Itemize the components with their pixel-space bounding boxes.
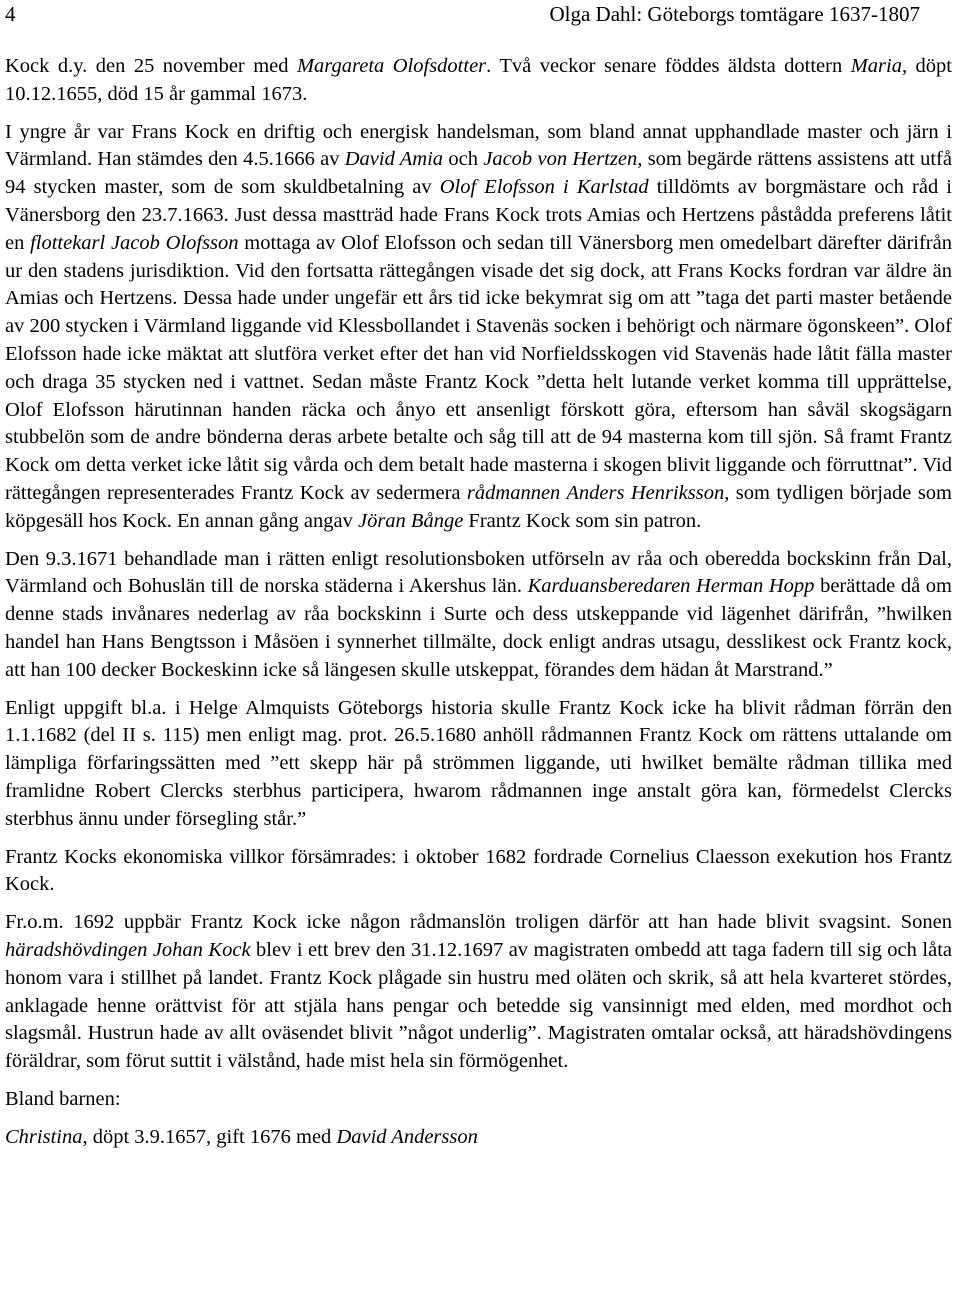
text-run: , döpt 10.12.1655, död 15 år gammal 1673. (5, 55, 953, 105)
italic-name-text: Christina (5, 1125, 83, 1148)
paragraph (5, 1124, 952, 1152)
text-run: , som begärde rättens assistens att utfå 94 stycken master, som de som skuldbetalning av (5, 148, 952, 199)
text-run: mottaga av Olof Elofsson och sedan till Vänersborg men omedelbart därefter därifrån ur den stadens jurisdiktion. Vid den fortsatta rättegången visade det sig dock, att Frans Kocks fordran var äldre än Amias och Hertzens. Dessa hade under ungefär ett års tid icke bekymrat sig om att ”taga det parti master betående av 200 stycken i Värmland liggande vid Klessbollandet i Stavenäs socken i behörigt och närmare ögonskeen”. Olof Elofsson hade icke mäktat att slutföra verket efter det han vid Norfieldsskogen vid Stavenäs hade låtit fälla master och draga 35 stycken ned i vattnet. Sedan måste Frantz Kock ”detta helt lutande verket komma till upprättelse, Olof Elofsson härutinnan handen räcka och ånyo ett ansenligt förskott göra, eftersom han såväl skogsägarn stubbelön som de andre bönderna deras arbete betalte och såg till att de 94 masterna kom till sjön. Så framt Frantz Kock om detta verket icke låtit sig vårda och dem betalt hade masterna i skogen blivit liggande och förruttnat”. Vid rättegången representerades Frantz Kock av sedermera (5, 231, 952, 504)
italic-name-text: rådmannen Anders Henriksson (466, 481, 725, 504)
paragraph (5, 119, 952, 536)
text-run: Bland barnen: (5, 1087, 121, 1110)
paragraph (5, 53, 952, 109)
italic-name-text: häradshövdingen Johan Kock (5, 938, 251, 961)
paragraph (5, 909, 952, 1076)
paragraph (5, 844, 952, 900)
italic-name-text: David Amia (344, 148, 444, 171)
page-number: 4 (5, 2, 16, 26)
text-run: . Två veckor senare föddes äldsta dottern (486, 55, 851, 77)
running-title: Olga Dahl: Göteborgs tomtägare 1637-1807 (549, 2, 920, 26)
body-text (5, 53, 952, 1151)
page-header (5, 0, 952, 28)
text-run: Enligt uppgift bl.a. i Helge Almquists Göteborgs historia skulle Frantz Kock icke ha blivit rådman förrän den 1.1.1682 (del II s. 115) men enligt mag. prot. 26.5.1680 anhöll rådmannen Frantz Kock om rättens uttalande om lämpliga förfaringssätten med ”ett skepp här på strömmen liggande, uti hwilket bemälte rådman tillika med framlidne Robert Clercks sterbhus participera, hwarom rådmannen inge anstalt göra kan, förmedelst Clercks sterbhus ännu under försegling står.” (5, 696, 952, 830)
text-run: , som tydligen började som köpgesäll hos Kock. En annan gång angav (5, 481, 952, 532)
italic-name-text: Jöran Bånge (357, 509, 464, 532)
text-run: Frantz Kock som sin patron. (463, 509, 702, 532)
italic-name-text: Jacob von Hertzen (483, 148, 638, 171)
italic-name-text: Maria (850, 55, 902, 77)
text-run: Den 9.3.1671 behandlade man i rätten enligt resolutionsboken utförseln av råa och oberedda bockskinn från Dal, Värmland och Bohuslän till de norska städerna i Akershus län. (5, 547, 952, 598)
text-run: berättade då om denne stads invånares nederlag av råa bockskinn i Surte och dess utskeppande vid lägenhet därifrån, ”hwilken handel han Hans Bengtsson i Måsöen i synnerhet tillmälte, dock enligt andras utsagu, desslikest ock Frantz kock, att han 100 decker Bockeskinn icke så längesen skulle utskeppat, förandes dem hädan åt Marstrand.” (5, 575, 952, 681)
italic-name-text: David Andersson (336, 1125, 478, 1148)
text-run: och (443, 148, 484, 171)
text-run: blev i ett brev den 31.12.1697 av magistraten ombedd att taga fadern till sig och låta honom vara i stillhet på landet. Frantz Kock plågade sin hustru med oläten och skrik, så att hela kvarteret stördes, anklagade henne orättvist för att stjäla hans pengar och betedde sig vansinnigt med elden, med mordhot och slagsmål. Hustrun hade av allt oväsendet blivit ”något underlig”. Magistraten omtalar också, att häradshövdingens föräldrar, som förut suttit i välstånd, hade mist hela sin förmögenhet. (5, 938, 952, 1073)
text-run: Kock d.y. den 25 november med (5, 55, 297, 77)
text-run: tilldömts av borgmästare och råd i Vänersborg den 23.7.1663. Just dessa mastträd hade Frans Kock trots Amias och Hertzens påstådda preferens låtit en (5, 176, 953, 254)
italic-name-text: Margareta Olofsdotter (296, 55, 487, 77)
paragraph (5, 695, 952, 834)
paragraph (5, 546, 952, 685)
italic-name-text: Olof Elofsson i Karlstad (439, 176, 649, 199)
italic-name-text: Karduansberedaren Herman Hopp (527, 575, 815, 598)
text-run: Fr.o.m. 1692 uppbär Frantz Kock icke någon rådmanslön troligen därför att han hade blivit svagsint. Sonen (5, 911, 952, 934)
italic-name-text: flottekarl Jacob Olofsson (30, 231, 239, 254)
text-run: Frantz Kocks ekonomiska villkor försämrades: i oktober 1682 fordrade Cornelius Claesson exekution hos Frantz Kock. (5, 845, 952, 896)
paragraph (5, 1086, 952, 1114)
text-run: , döpt 3.9.1657, gift 1676 med (82, 1125, 337, 1148)
text-run: I yngre år var Frans Kock en driftig och energisk handelsman, som bland annat upphandlade master och järn i Värmland. Han stämdes den 4.5.1666 av (5, 120, 952, 171)
